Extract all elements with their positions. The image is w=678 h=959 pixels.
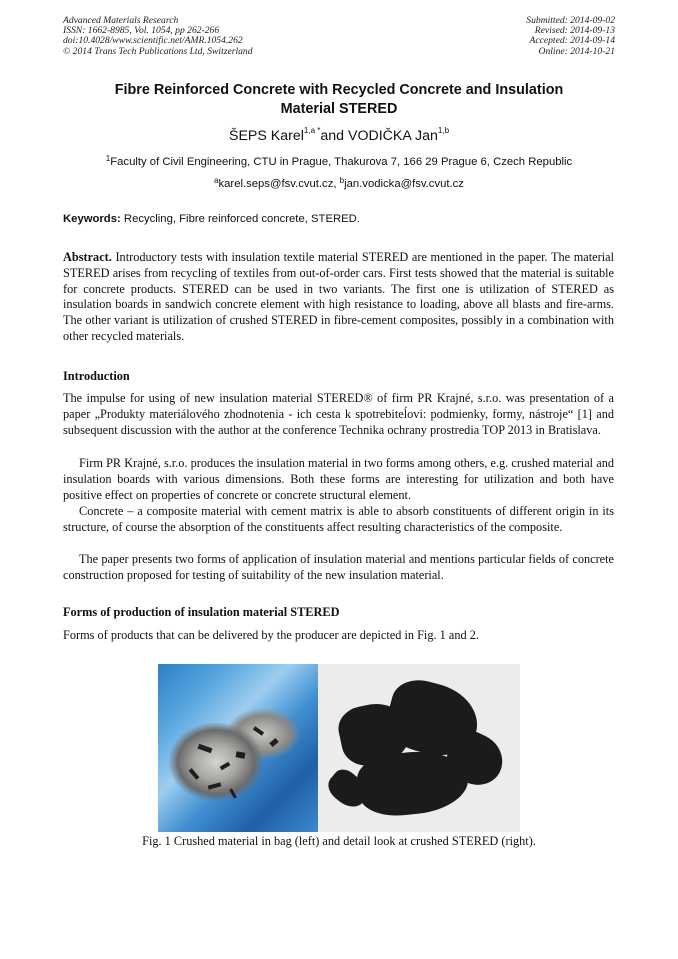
keywords-label: Keywords:	[63, 213, 121, 225]
figure-1-left-image	[158, 664, 318, 832]
abstract	[63, 250, 614, 345]
title-line-1: Fibre Reinforced Concrete with Recycled Concrete and Insulation	[114, 82, 564, 98]
section-heading-forms: Forms of production of insulation material STERED	[63, 605, 340, 619]
author-1-affiliation-mark: 1,a *	[303, 126, 321, 135]
figure-1-caption: Fig. 1 Crushed material in bag (left) and detail look at crushed STERED (right).	[142, 834, 536, 848]
intro-paragraph-1: The impulse for using of new insulation material STERED® of firm PR Krajné, s.r.o. was presentation of a paper „Produkty materiálového zhodnotenia - ich cesta k spotrebiteĺovi: podmienky, formy, nástroje“ [1] and subsequent discussion with the author at the conference Technika ochrany prostredia TOP 2013 in Bratislava.	[63, 391, 614, 437]
email-a[interactable]: karel.seps@fsv.cvut.cz,	[218, 178, 340, 190]
author-2-affiliation-mark: 1,b	[437, 126, 450, 135]
figure-1-right-image	[318, 664, 520, 832]
keywords-text: Recycling, Fibre reinforced concrete, STERED.	[120, 213, 360, 225]
abstract-label: Abstract.	[63, 250, 112, 264]
keywords	[63, 213, 615, 225]
affiliation-mark: 1	[105, 154, 111, 163]
email-b[interactable]: jan.vodicka@fsv.cvut.cz	[344, 178, 464, 190]
email-a-mark: a	[214, 176, 219, 185]
date-revised: Revised: 2014-09-13	[534, 25, 615, 37]
affiliation-text: Faculty of Civil Engineering, CTU in Prague, Thakurova 7, 166 29 Prague 6, Czech Republic	[110, 156, 573, 168]
author-emails	[63, 178, 615, 190]
intro-paragraph-2: Firm PR Krajné, s.r.o. produces the insulation material in two forms among others, e.g. crushed material and insulation boards with various dimensions. Both these forms are interesting for utilization and both have positive effect on properties of concrete or concrete structural element.	[63, 456, 614, 502]
email-b-mark: b	[339, 176, 345, 185]
journal-name: Advanced Materials Research	[63, 15, 179, 26]
intro-paragraph-3: Concrete – a composite material with cement matrix is able to absorb constituents of different origin in its structure, of course the absorption of the constituents affect resulting characteristics of the composite.	[63, 504, 614, 534]
journal-copyright: © 2014 Trans Tech Publications Ltd, Switzerland	[63, 45, 253, 57]
date-submitted: Submitted: 2014-09-02	[526, 15, 615, 26]
forms-paragraph-1: Forms of products that can be delivered by the producer are depicted in Fig. 1 and 2.	[63, 628, 479, 642]
author-1-name: ŠEPS Karel	[228, 128, 304, 144]
journal-doi: doi:10.4028/www.scientific.net/AMR.1054.262	[63, 35, 243, 47]
journal-header-right	[526, 16, 615, 57]
journal-header-left	[63, 16, 253, 57]
journal-issn: ISSN: 1662-8985, Vol. 1054, pp 262-266	[63, 25, 220, 37]
title-line-2: Material STERED	[280, 101, 398, 117]
section-heading-introduction: Introduction	[63, 369, 130, 383]
intro-paragraph-4: The paper presents two forms of application of insulation material and mentions particular fields of concrete construction proposed for testing of suitability of the new insulation material.	[63, 552, 614, 582]
affiliation	[63, 156, 615, 168]
paper-title	[63, 81, 615, 119]
date-online: Online: 2014-10-21	[538, 45, 615, 57]
abstract-text: Introductory tests with insulation textile material STERED are mentioned in the paper. The material STERED arises from recycling of textiles from out-of-order cars. First tests showed that the material is suitable for concrete products. STERED can be used in two variants. The first one is utilization of STERED as insulation boards in sandwich concrete element with high resistance to loading, above all blasts and fire-arms. The other variant is utilization of crushed STERED in fibre-cement composites, possibly in a combination with other recycled materials.	[63, 250, 614, 343]
author-list	[63, 128, 615, 144]
author-2-name: and VODIČKA Jan	[320, 128, 438, 144]
date-accepted: Accepted: 2014-09-14	[529, 35, 615, 47]
